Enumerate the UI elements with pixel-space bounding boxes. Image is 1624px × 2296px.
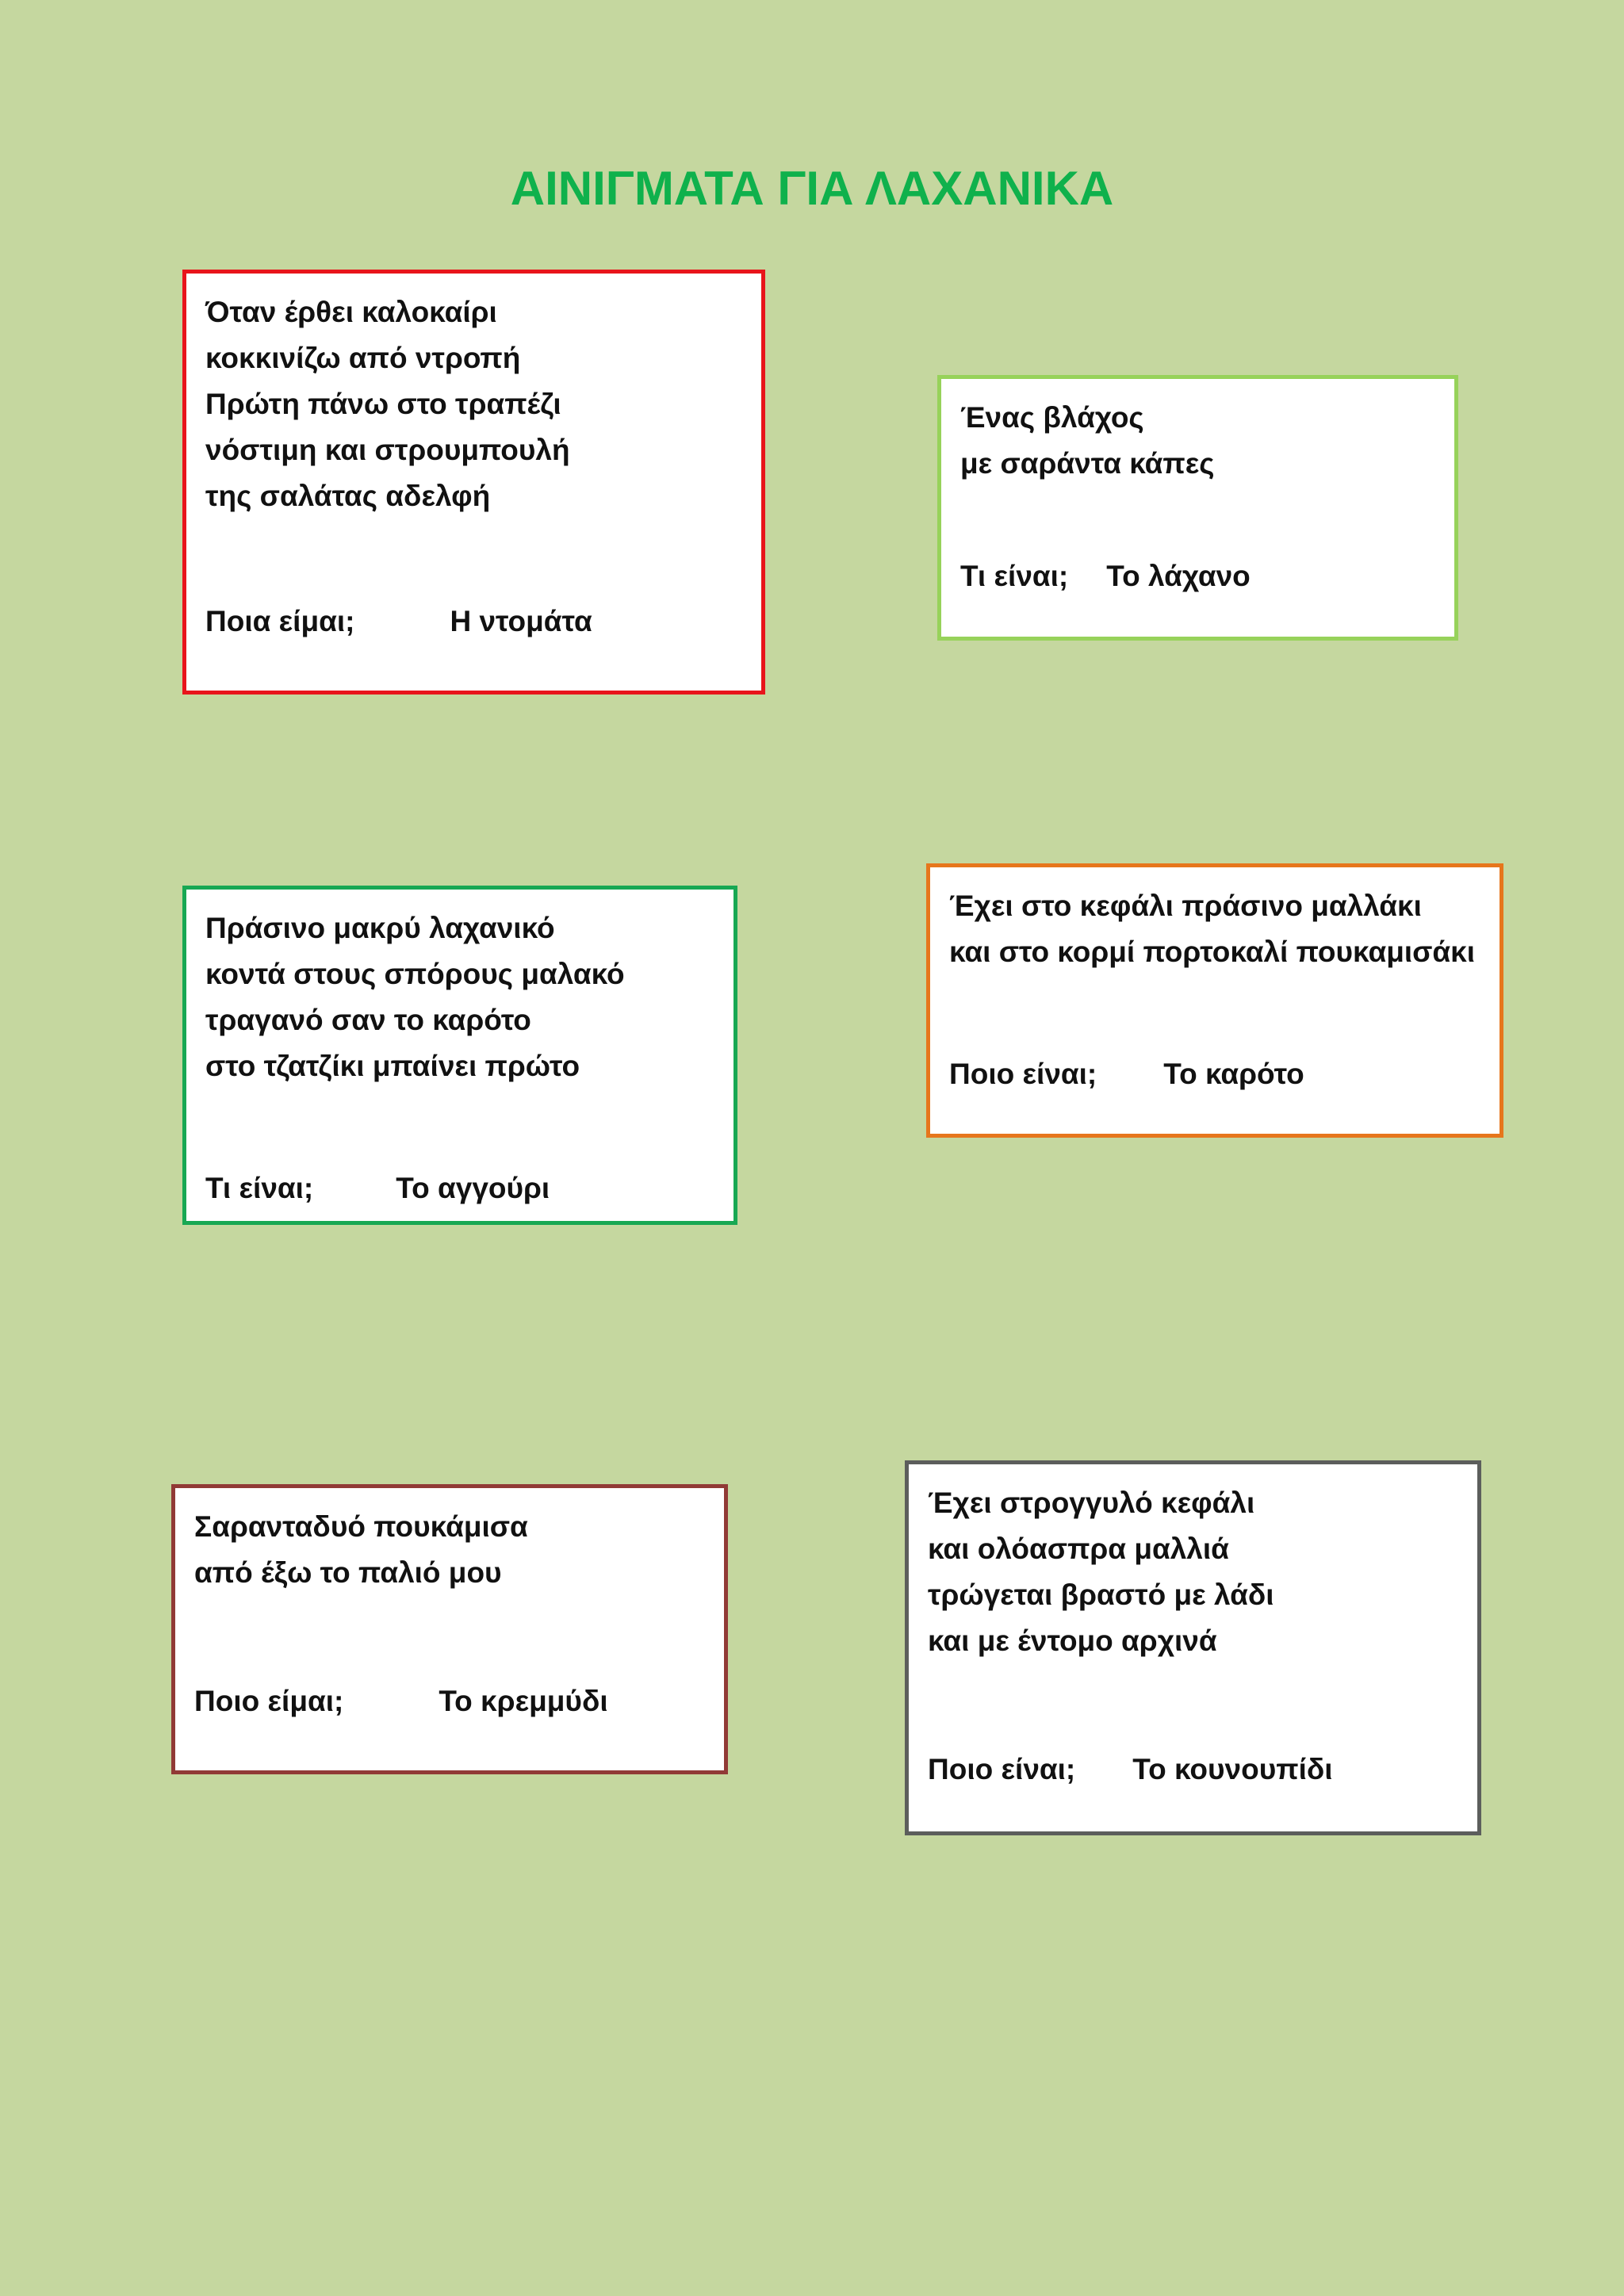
riddle-question: Ποιο είναι; <box>928 1753 1076 1785</box>
riddle-question: Τι είναι; <box>960 560 1069 592</box>
riddle-line: Σαρανταδυό πουκάμισα <box>194 1510 528 1543</box>
riddle-card-carrot <box>926 863 1503 1138</box>
riddle-question: Τι είναι; <box>205 1172 314 1204</box>
riddle-answer: Η ντομάτα <box>450 605 592 637</box>
riddle-answer-row <box>205 1165 550 1211</box>
riddle-answer-row <box>960 553 1251 599</box>
riddle-card-cauliflower <box>905 1460 1481 1835</box>
riddle-card-cabbage <box>937 375 1458 641</box>
riddle-question: Ποια είμαι; <box>205 605 355 637</box>
riddle-line: νόστιμη και στρουμπουλή <box>205 434 570 466</box>
riddle-card-onion <box>171 1484 728 1774</box>
riddle-answer: Το κουνουπίδι <box>1132 1753 1333 1785</box>
riddle-question: Ποιο είναι; <box>949 1058 1097 1090</box>
riddle-answer-row <box>949 1051 1304 1097</box>
riddle-line: Έχει στρογγυλό κεφάλι <box>928 1487 1255 1519</box>
riddle-line: τρώγεται βραστό με λάδι <box>928 1578 1274 1611</box>
riddle-answer-row <box>194 1678 608 1724</box>
page-title: ΑΙΝΙΓΜΑΤΑ ΓΙΑ ΛΑΧΑΝΙΚΑ <box>510 162 1114 215</box>
riddle-answer: Το καρότο <box>1163 1058 1304 1090</box>
riddle-card-cucumber <box>182 886 737 1225</box>
riddle-line: Όταν έρθει καλοκαίρι <box>205 296 497 328</box>
riddle-line: τραγανό σαν το καρότο <box>205 1004 531 1036</box>
riddle-line: Πρώτη πάνω στο τραπέζι <box>205 388 561 420</box>
riddle-line: Πράσινο μακρύ λαχανικό <box>205 912 555 944</box>
riddle-line: και με έντομο αρχινά <box>928 1624 1217 1657</box>
riddle-answer: Το κρεμμύδι <box>439 1685 608 1717</box>
riddle-line: με σαράντα κάπες <box>960 447 1215 480</box>
riddle-line: της σαλάτας αδελφή <box>205 480 491 512</box>
riddle-line: από έξω το παλιό μου <box>194 1556 502 1589</box>
riddle-line: και ολόασπρα μαλλιά <box>928 1533 1229 1565</box>
riddle-answer-row <box>928 1747 1333 1793</box>
riddle-line: κοκκινίζω από ντροπή <box>205 342 521 374</box>
riddle-line: κοντά στους σπόρους μαλακό <box>205 958 625 990</box>
riddle-line: και στο κορμί πορτοκαλί πουκαμισάκι <box>949 936 1476 968</box>
riddle-card-tomato <box>182 270 765 695</box>
riddle-line: Ένας βλάχος <box>960 401 1144 434</box>
riddle-question: Ποιο είμαι; <box>194 1685 344 1717</box>
riddle-line: στο τζατζίκι μπαίνει πρώτο <box>205 1050 580 1082</box>
riddle-answer: Το αγγούρι <box>396 1172 550 1204</box>
riddle-answer: Το λάχανο <box>1106 560 1251 592</box>
riddle-answer-row <box>205 599 592 645</box>
riddle-line: Έχει στο κεφάλι πράσινο μαλλάκι <box>949 890 1422 922</box>
